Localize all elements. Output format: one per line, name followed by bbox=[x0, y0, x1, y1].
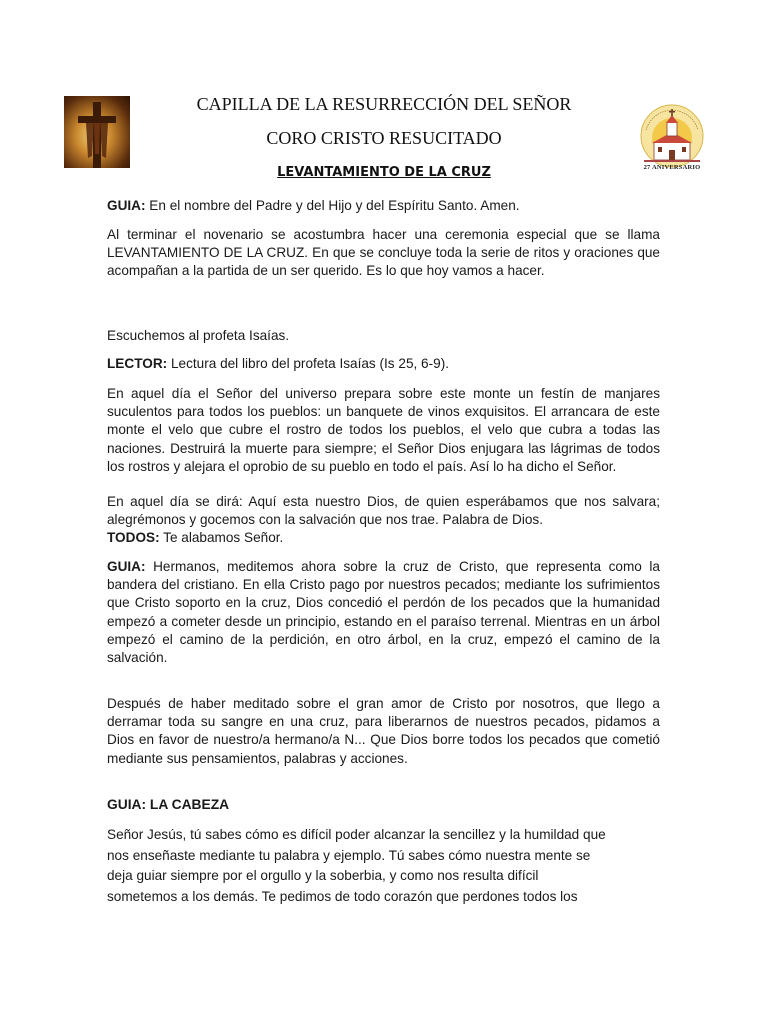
paragraph-response bbox=[107, 529, 660, 547]
choir-title: CORO CRISTO RESUCITADO bbox=[266, 128, 502, 148]
section-heading-cabeza: GUIA: LA CABEZA bbox=[107, 797, 230, 812]
paragraph-text: Te alabamos Señor. bbox=[159, 530, 284, 545]
cross-logo-image bbox=[64, 96, 130, 168]
chapel-icon bbox=[636, 96, 708, 174]
text-line: sometemos a los demás. Te pedimos de todo corazón que perdones todos los bbox=[107, 888, 578, 904]
text-line: deja guiar siempre por el orgullo y la soberbia, y como nos resulta difícil bbox=[107, 868, 539, 883]
chapel-anniversary-logo bbox=[636, 96, 708, 174]
paragraph-meditation bbox=[107, 558, 660, 667]
section-title: LEVANTAMIENTO DE LA CRUZ bbox=[277, 165, 491, 180]
paragraph-petition: Después de haber meditado sobre el gran amor de Cristo por nosotros, que llego a derramar toda su sangre en una cruz, para liberarnos de nuestros pecados, pidamos a Dios en favor de nuestro/a hermano/a N... Que Dios borre todos los pecados que cometió mediante sus pensamientos, palabras y acciones. bbox=[107, 696, 660, 766]
anniversary-label: 27 ANIVERSARIO bbox=[643, 164, 701, 171]
paragraph-text: En el nombre del Padre y del Hijo y del Espíritu Santo. Amen. bbox=[145, 198, 520, 213]
paragraph-prophet: Escuchemos al profeta Isaías. bbox=[107, 328, 290, 343]
text-line: nos enseñaste mediante tu palabra y ejemplo. Tú sabes cómo nuestra mente se bbox=[107, 847, 591, 863]
paragraph-intro: Al terminar el novenario se acostumbra hacer una ceremonia especial que se llama LEVANTAMIENTO DE LA CRUZ. En que se concluye toda la serie de ritos y oraciones que acompañan a la partida de un ser querido. Es lo que hoy vamos a hacer. bbox=[107, 227, 660, 279]
paragraph-reader bbox=[107, 355, 660, 373]
page-title: CAPILLA DE LA RESURRECCIÓN DEL SEÑOR bbox=[196, 94, 572, 114]
speaker-label: LECTOR: bbox=[107, 356, 168, 371]
paragraph-cabeza bbox=[107, 825, 660, 907]
paragraph-reading-end: En aquel día se dirá: Aquí esta nuestro Dios, de quien esperábamos que nos salvara; alegrémonos y gocemos con la salvación que nos trae. Palabra de Dios. bbox=[107, 494, 660, 528]
speaker-label: GUIA: bbox=[107, 559, 146, 574]
speaker-label: TODOS: bbox=[107, 530, 160, 545]
paragraph-reading: En aquel día el Señor del universo prepara sobre este monte un festín de manjares suculentos para todos los pueblos: un banquete de vinos exquisitos. El arrancara de este monte el velo que cubre el rostro de todos los pueblos, el velo que cubra a todas las naciones. Destruirá la muerte para siempre; el Señor Dios enjugara las lágrimas de todos los rostros y alejara el oprobio de su pueblo en todo el país. Así lo ha dicho el Señor. bbox=[107, 386, 660, 474]
paragraph-text: Lectura del libro del profeta Isaías (Is 25, 6-9). bbox=[167, 356, 450, 371]
speaker-label: GUIA: bbox=[107, 198, 146, 213]
text-line: Señor Jesús, tú sabes cómo es difícil poder alcanzar la sencillez y la humildad que bbox=[107, 827, 606, 842]
paragraph-greeting bbox=[107, 197, 660, 215]
cross-icon bbox=[64, 96, 130, 168]
paragraph-text: Hermanos, meditemos ahora sobre la cruz de Cristo, que representa como la bandera del cristiano. En ella Cristo pago por nuestros pecados; mediante los sufrimientos que Cristo soporto en la cruz, Dios concedió el perdón de los pecados que la humanidad empezó a cometer desde un principio, estando en el paraíso terrenal. Mientras en un árbol empezó el camino de la perdición, en otro árbol, en la cruz, empezó el camino de la salvación. bbox=[107, 559, 660, 666]
